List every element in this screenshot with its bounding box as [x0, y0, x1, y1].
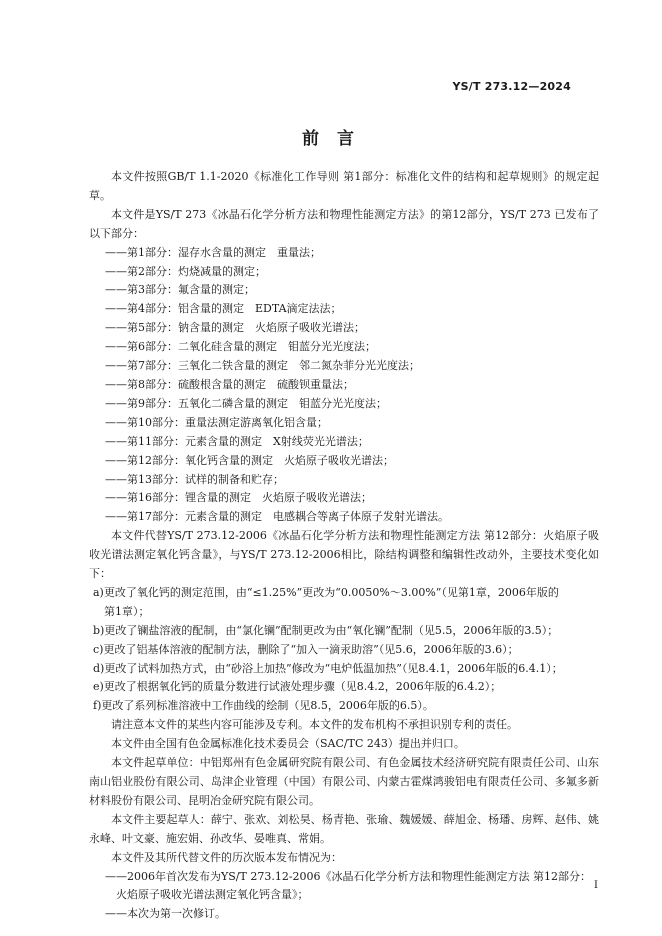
- history-intro: 本文件及其所代替文件的历次版本发布情况为：: [111, 850, 342, 864]
- change-item-d: d)更改了试料加热方式，由“砂浴上加热”修改为“电炉低温加热”（见8.4.1，2006年版的6.4.1）；: [93, 661, 563, 675]
- list-item: ——第8部分：硫酸根含量的测定 硫酸钡重量法；: [105, 377, 354, 391]
- list-item: ——第5部分：钠含量的测定 火焰原子吸收光谱法；: [105, 321, 365, 335]
- change-item-b: b)更改了镧盐溶液的配制，由“氯化镧”配制更改为由“氧化镧”配制（见5.5，2006年版的3.5）；: [93, 623, 559, 637]
- list-item: ——第16部分：锂含量的测定 火焰原子吸收光谱法；: [105, 491, 372, 505]
- list-item: ——第12部分：氧化钙含量的测定 火焰原子吸收光谱法；: [105, 453, 394, 467]
- change-item-e: e)更改了根据氧化钙的质量分数进行试液处理步骤（见8.4.2，2006年版的6.4.2）；: [93, 680, 502, 694]
- document-code: YS/T 273.12—2024: [452, 80, 571, 93]
- list-item: ——第17部分：元素含量的测定 电感耦合等离子体原子发射光谱法。: [105, 510, 449, 524]
- list-item: ——第4部分：铝含量的测定 EDTA滴定法法；: [105, 302, 342, 316]
- parts-list: [89, 244, 599, 528]
- intro-paragraph-parts: 本文件是YS/T 273《冰晶石化学分析方法和物理性能测定方法》的第12部分，YS/T 273 已发布了以下部分：: [89, 207, 599, 240]
- foreword-body: [89, 168, 599, 924]
- list-item: ——第7部分：三氧化二铁含量的测定 邻二氮杂菲分光光度法；: [105, 359, 420, 373]
- list-item: ——第2部分：灼烧减量的测定；: [105, 264, 266, 278]
- list-item: ——第9部分：五氧化二磷含量的测定 钼蓝分光光度法；: [105, 396, 387, 410]
- list-item: ——第3部分：氟含量的测定；: [105, 283, 255, 297]
- change-item-a-continued: 第1章）；: [104, 604, 150, 618]
- change-item-c: c)更改了铝基体溶液的配制方法，删除了“加入一滴汞助溶”（见5.6，2006年版的3.6）；: [93, 642, 519, 656]
- history-item-1: ——2006年首次发布为YS/T 273.12-2006《冰晶石化学分析方法和物理性能测定方法 第12部分：: [105, 869, 592, 883]
- list-item: ——第6部分：二氧化硅含量的测定 钼蓝分光光度法；: [105, 340, 376, 354]
- proposer-paragraph: 本文件由全国有色金属标准化技术委员会（SAC/TC 243）提出并归口。: [111, 737, 465, 751]
- replacement-paragraph: 本文件代替YS/T 273.12-2006《冰晶石化学分析方法和物理性能测定方法 第12部分：火焰原子吸收光谱法测定氧化钙含量》，与YS/T 273.12-2006相比，除结构调整和编辑性改动外，主要技术变化如下：: [89, 529, 599, 581]
- list-item: ——第13部分：试样的制备和贮存；: [105, 472, 284, 486]
- changes-list: [89, 584, 599, 716]
- history-item-1-continued: 火焰原子吸收光谱法测定氧化钙含量》；: [116, 888, 309, 902]
- change-item-f: f)更改了系列标准溶液中工作曲线的绘制（见8.5，2006年版的6.5）。: [93, 699, 434, 713]
- history-item-2: ——本次为第一次修订。: [105, 907, 226, 921]
- page-title: 前 言: [302, 129, 360, 149]
- page-number: I: [594, 880, 598, 891]
- change-item-a: a)更改了氧化钙的测定范围，由“≤1.25%”更改为“0.0050%～3.00%”（见第1章，2006年版的: [93, 585, 559, 599]
- list-item: ——第11部分：元素含量的测定 X射线荧光光谱法；: [105, 434, 369, 448]
- list-item: ——第1部分：湿存水含量的测定 重量法；: [105, 245, 321, 259]
- intro-paragraph-drafting: 本文件按照GB/T 1.1-2020《标准化工作导则 第1部分：标准化文件的结构和起草规则》的规定起草。: [89, 170, 599, 202]
- list-item: ——第10部分：重量法测定游离氧化铝含量；: [105, 415, 328, 429]
- patent-notice: 请注意本文件的某些内容可能涉及专利。本文件的发布机构不承担识别专利的责任。: [111, 718, 518, 732]
- drafters-paragraph: 本文件主要起草人：薛宁、张欢、刘松昊、杨青艳、张瑜、魏媛媛、薛旭金、杨璠、房辉、赵伟、姚永峰、叶文豪、施宏娟、孙改华、晏唯真、常娟。: [89, 812, 599, 845]
- drafting-units-paragraph: 本文件起草单位：中铝郑州有色金属研究院有限公司、有色金属技术经济研究院有限责任公司、山东南山铝业股份有限公司、岛津企业管理（中国）有限公司、内蒙古霍煤鸿骏铝电有限责任公司、多氟多新材料股份有限公司、昆明冶金研究院有限公司。: [89, 756, 599, 807]
